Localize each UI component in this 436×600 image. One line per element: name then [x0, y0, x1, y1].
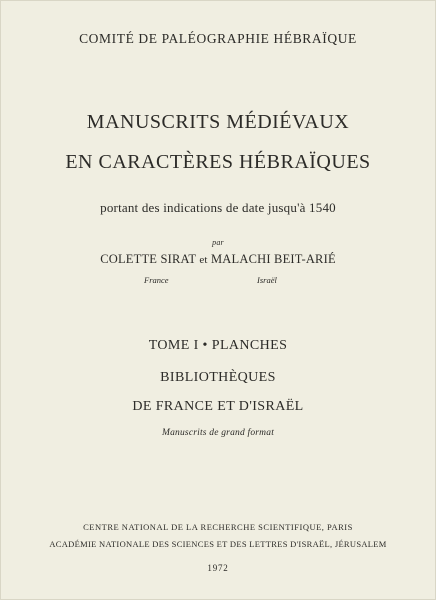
volume-title: TOME I • PLANCHES: [148, 338, 288, 353]
authors-line: [1, 252, 435, 267]
libraries-line-1: BIBLIOTHÈQUES: [160, 370, 276, 385]
subtitle: portant des indications de date jusqu'à 1540: [100, 200, 336, 215]
author-1-country: France: [144, 275, 169, 285]
author-2: MALACHI BEIT-ARIÉ: [210, 252, 336, 266]
author-conjunction: et: [199, 254, 208, 266]
author-1: COLETTE SIRAT: [100, 252, 196, 266]
publication-year: 1972: [207, 563, 229, 573]
main-title-line-1: MANUSCRITS MÉDIÉVAUX: [86, 111, 350, 133]
format-note: Manuscrits de grand format: [161, 428, 275, 438]
author-2-country: Israël: [257, 275, 277, 285]
libraries-line-2: DE FRANCE ET D'ISRAËL: [132, 399, 304, 414]
publisher-line-2: ACADÉMIE NATIONALE DES SCIENCES ET DES LETTRES D'ISRAËL, JÉRUSALEM: [49, 539, 387, 549]
publisher-line-1: CENTRE NATIONAL DE LA RECHERCHE SCIENTIFIQUE, PARIS: [83, 522, 353, 532]
main-title-line-2: EN CARACTÈRES HÉBRAÏQUES: [65, 151, 371, 173]
committee-heading: COMITÉ DE PALÉOGRAPHIE HÉBRAÏQUE: [79, 31, 357, 46]
by-label: par: [212, 238, 224, 247]
